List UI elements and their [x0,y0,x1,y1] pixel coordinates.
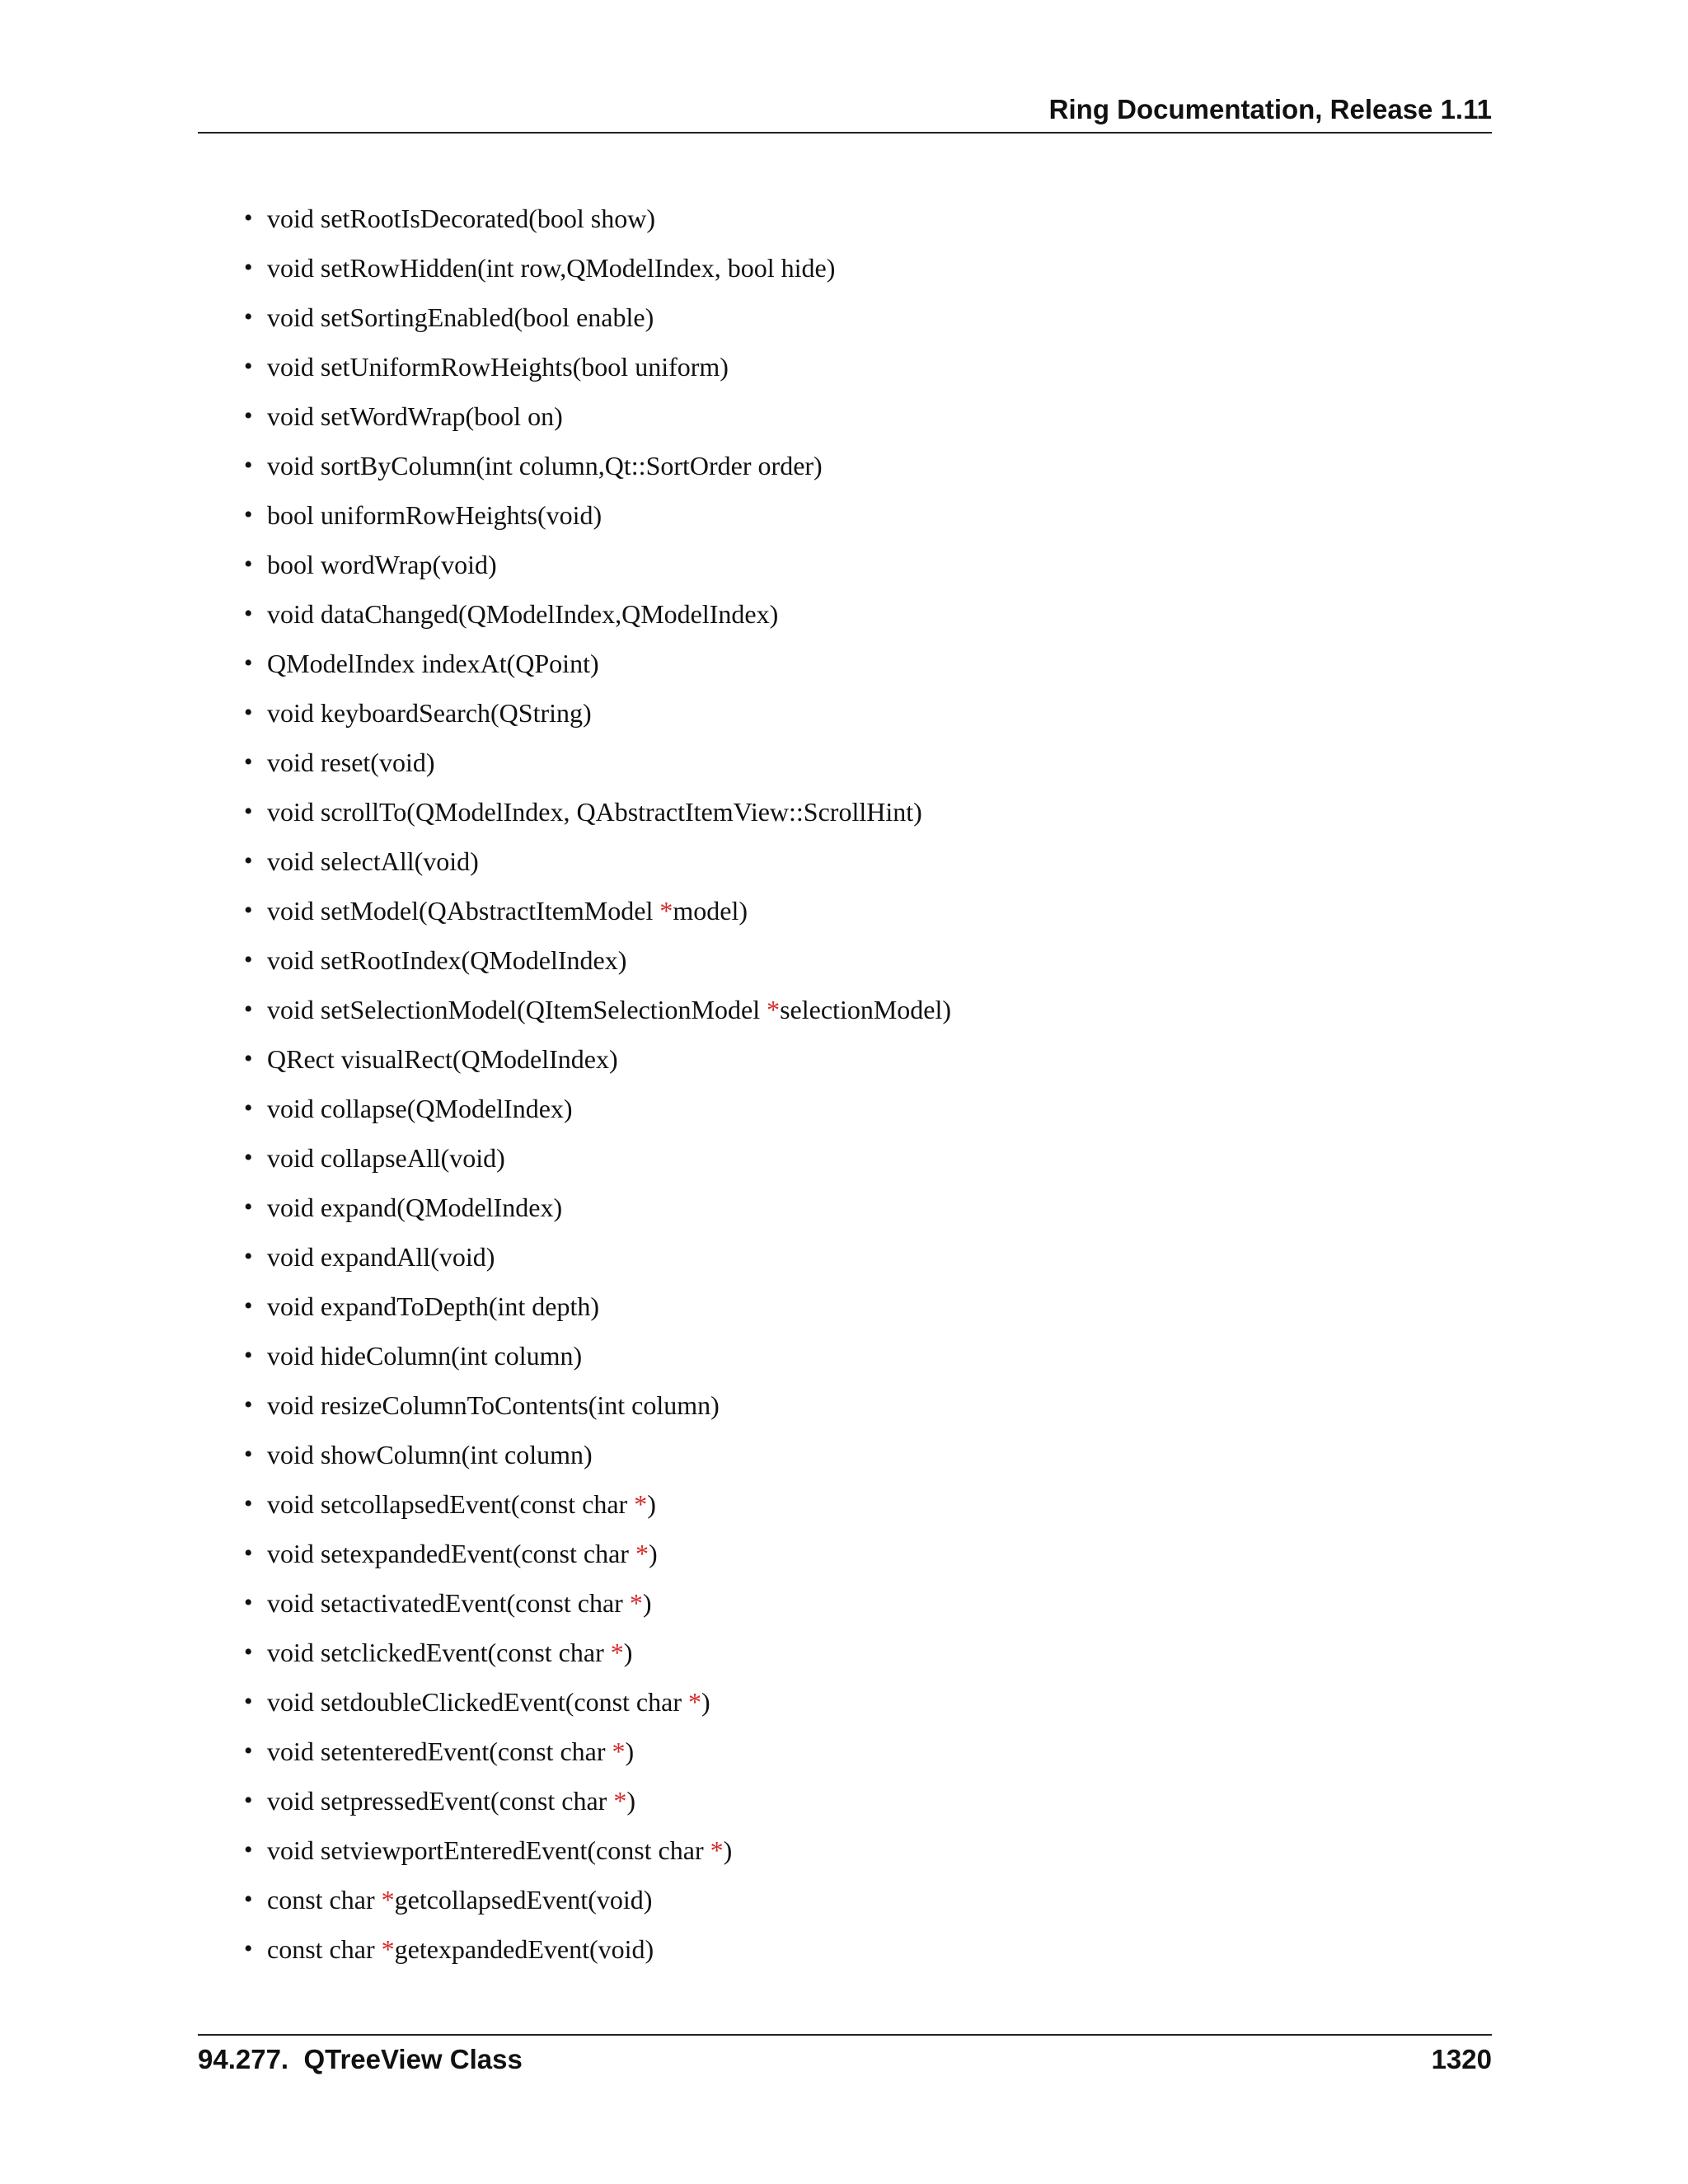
signature-text: void expandAll(void) [267,1242,495,1272]
signature-text: const char [267,1934,382,1964]
pointer-asterisk: * [634,1489,648,1519]
list-item [244,841,1480,890]
list-item [244,247,1480,297]
bullet-icon: • [244,1342,253,1369]
list-item [244,1088,1480,1137]
signature-text: ) [625,1736,635,1766]
bullet-icon: • [244,1094,253,1122]
section-title: 94.277. QTreeView Class [198,2044,523,2074]
signature-text: void setWordWrap(bool on) [267,401,563,431]
method-list [244,198,1480,1978]
pointer-asterisk: * [767,995,781,1024]
signature-text: void resizeColumnToContents(int column) [267,1390,720,1420]
bullet-icon: • [244,402,253,429]
signature-text: ) [626,1786,635,1816]
bullet-icon: • [244,1243,253,1270]
signature-text: void selectAll(void) [267,846,479,876]
bullet-icon: • [244,699,253,726]
bullet-icon: • [244,452,253,479]
signature-text: void setpressedEvent(const char [267,1786,614,1816]
list-item [244,1929,1480,1978]
bullet-icon: • [244,798,253,825]
list-item [244,890,1480,940]
signature-text: model) [673,896,748,926]
bullet-icon: • [244,946,253,973]
signature-text: void setRootIndex(QModelIndex) [267,945,627,975]
bullet-icon: • [244,649,253,677]
list-item [244,494,1480,544]
bullet-icon: • [244,1836,253,1863]
list-item [244,1632,1480,1681]
bullet-icon: • [244,1688,253,1715]
bullet-icon: • [244,1540,253,1567]
signature-text: bool wordWrap(void) [267,550,497,579]
signature-text: void setactivatedEvent(const char [267,1588,630,1618]
list-item [244,1385,1480,1434]
page-header [198,89,1492,134]
page-number: 1320 [1431,2044,1492,2074]
signature-text: void keyboardSearch(QString) [267,698,592,728]
signature-text: void setSelectionModel(QItemSelectionModel [267,995,767,1024]
signature-text: void collapse(QModelIndex) [267,1094,573,1123]
bullet-icon: • [244,1391,253,1418]
signature-text: void hideColumn(int column) [267,1341,583,1371]
signature-text: selectionModel) [780,995,952,1024]
signature-text: ) [723,1835,733,1865]
list-item [244,742,1480,791]
pointer-asterisk: * [381,1885,395,1915]
signature-text: void setRowHidden(int row,QModelIndex, bool hide) [267,253,836,283]
list-item [244,198,1480,247]
bullet-icon: • [244,353,253,380]
signature-text: void scrollTo(QModelIndex, QAbstractItemView::ScrollHint) [267,797,922,827]
list-item [244,1681,1480,1731]
bullet-icon: • [244,501,253,528]
list-item [244,1236,1480,1286]
signature-text: const char [267,1885,382,1915]
signature-text: getexpandedEvent(void) [394,1934,654,1964]
list-item [244,1582,1480,1632]
signature-text: ) [623,1638,633,1667]
signature-text: void setexpandedEvent(const char [267,1539,635,1568]
list-item [244,643,1480,692]
list-item [244,1434,1480,1483]
pointer-asterisk: * [710,1835,724,1865]
bullet-icon: • [244,1193,253,1221]
pointer-asterisk: * [687,1687,701,1717]
signature-text: void collapseAll(void) [267,1143,505,1173]
signature-text: getcollapsedEvent(void) [394,1885,653,1915]
pointer-asterisk: * [613,1786,627,1816]
bullet-icon: • [244,1737,253,1765]
signature-text: void setRootIsDecorated(bool show) [267,204,656,233]
signature-text: void setclickedEvent(const char [267,1638,611,1667]
bullet-icon: • [244,748,253,776]
list-item [244,692,1480,742]
document-title: Ring Documentation, Release 1.11 [1048,94,1492,124]
signature-text: void setdoubleClickedEvent(const char [267,1687,688,1717]
bullet-icon: • [244,303,253,330]
bullet-icon: • [244,204,253,232]
signature-text: void setviewportEnteredEvent(const char [267,1835,710,1865]
bullet-icon: • [244,600,253,627]
signature-text: void dataChanged(QModelIndex,QModelIndex) [267,599,779,629]
list-item [244,297,1480,346]
signature-text: bool uniformRowHeights(void) [267,500,603,530]
bullet-icon: • [244,1292,253,1319]
list-item [244,1731,1480,1780]
pointer-asterisk: * [610,1638,624,1667]
signature-text: ) [701,1687,710,1717]
list-item [244,940,1480,989]
bullet-icon: • [244,1490,253,1517]
signature-text: void setcollapsedEvent(const char [267,1489,635,1519]
list-item [244,445,1480,494]
list-item [244,1533,1480,1582]
list-item [244,1335,1480,1385]
signature-text: QModelIndex indexAt(QPoint) [267,649,599,678]
signature-text: ) [642,1588,652,1618]
list-item [244,1879,1480,1929]
list-item [244,1187,1480,1236]
signature-text: ) [647,1489,656,1519]
pointer-asterisk: * [635,1539,649,1568]
list-item [244,396,1480,445]
signature-text: void showColumn(int column) [267,1440,593,1469]
signature-text: void reset(void) [267,748,435,777]
bullet-icon: • [244,847,253,874]
list-item [244,989,1480,1038]
list-item [244,1286,1480,1335]
bullet-icon: • [244,1935,253,1962]
pointer-asterisk: * [381,1934,395,1964]
bullet-icon: • [244,1886,253,1913]
bullet-icon: • [244,1589,253,1616]
pointer-asterisk: * [612,1736,626,1766]
signature-text: void sortByColumn(int column,Qt::SortOrder order) [267,451,823,480]
list-item [244,1137,1480,1187]
list-item [244,1780,1480,1830]
signature-text: ) [648,1539,658,1568]
bullet-icon: • [244,1045,253,1072]
page-footer [198,2034,1492,2085]
signature-text: QRect visualRect(QModelIndex) [267,1044,618,1074]
signature-text: void setenteredEvent(const char [267,1736,612,1766]
signature-text: void setUniformRowHeights(bool uniform) [267,352,729,382]
signature-text: void expandToDepth(int depth) [267,1291,599,1321]
list-item [244,1483,1480,1533]
pointer-asterisk: * [659,896,673,926]
list-item [244,791,1480,841]
bullet-icon: • [244,1638,253,1666]
list-item [244,1830,1480,1879]
page-body [244,198,1480,1978]
signature-text: void setModel(QAbstractItemModel [267,896,660,926]
pointer-asterisk: * [629,1588,643,1618]
bullet-icon: • [244,1441,253,1468]
bullet-icon: • [244,996,253,1023]
bullet-icon: • [244,254,253,281]
list-item [244,544,1480,593]
signature-text: void expand(QModelIndex) [267,1193,563,1222]
list-item [244,593,1480,643]
bullet-icon: • [244,1787,253,1814]
bullet-icon: • [244,1144,253,1171]
list-item [244,1038,1480,1088]
list-item [244,346,1480,396]
signature-text: void setSortingEnabled(bool enable) [267,302,654,332]
bullet-icon: • [244,551,253,578]
bullet-icon: • [244,897,253,924]
